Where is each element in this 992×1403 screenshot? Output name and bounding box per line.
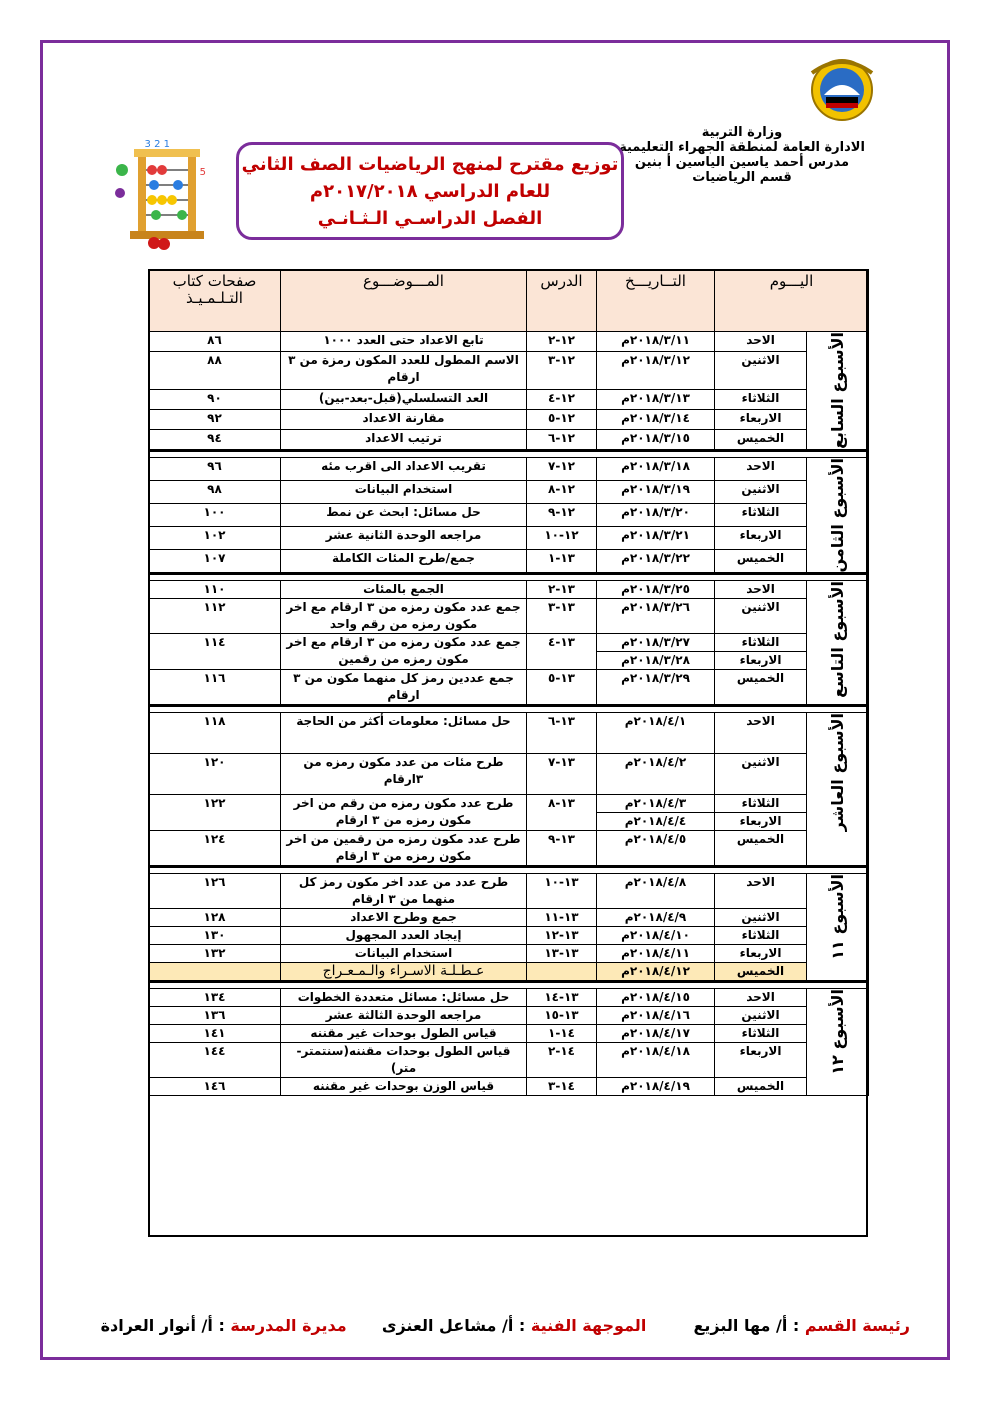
date-cell: ٢٠١٨/٤/٥م [597, 831, 715, 867]
table-row [149, 332, 869, 352]
date-cell: ٢٠١٨/٤/١١م [597, 945, 715, 963]
week-separator [149, 982, 869, 989]
topic-cell: مراجعه الوحدة الثالثة عشر [281, 1007, 527, 1025]
date-cell: ٢٠١٨/٤/١٠م [597, 927, 715, 945]
day-cell: الثلاثاء [715, 927, 807, 945]
header-pages: صفحات كتاب التـلـمـيـذ [149, 270, 281, 332]
lesson-cell: ١٣-١٠ [527, 874, 597, 909]
date-cell: ٢٠١٨/٣/١٢م [597, 351, 715, 390]
day-cell: الاحد [715, 581, 807, 599]
week-separator [149, 706, 869, 713]
day-cell: الاحد [715, 874, 807, 909]
school-name: مدرس أحمد ياسين الياسين أ بنين [634, 155, 850, 170]
day-cell: الاربعاء [715, 527, 807, 550]
header-lesson: الدرس [527, 270, 597, 332]
week-label-text: الأسبوع العاشر [828, 713, 848, 832]
day-cell: الثلاثاء [715, 634, 807, 652]
date-cell: ٢٠١٨/٣/١٩م [597, 480, 715, 503]
day-cell: الخميس [715, 670, 807, 706]
day-cell: الاثنين [715, 754, 807, 795]
table-row [149, 754, 869, 795]
topic-cell: طرح عدد مكون رمزه من رقم من اخر مكون رمزه من ٣ ارقام [281, 795, 527, 831]
date-cell: ٢٠١٨/٣/١٤م [597, 410, 715, 430]
date-cell: ٢٠١٨/٣/١٨م [597, 457, 715, 480]
topic-cell: استخدام البيانات [281, 945, 527, 963]
date-cell: ٢٠١٨/٤/٢م [597, 754, 715, 795]
pages-cell: ٨٨ [149, 351, 281, 390]
topic-cell: العد التسلسلي(قبل-بعد-بين) [281, 390, 527, 410]
school-year: للعام الدراسي ٢٠١٧/٢٠١٨م [309, 181, 551, 202]
table-row [149, 670, 869, 706]
table-row [149, 713, 869, 754]
topic-cell: جمع وطرح الاعداد [281, 909, 527, 927]
principal-role: مديرة المدرسة [230, 1316, 347, 1335]
lesson-cell: ١٣-١٤ [527, 989, 597, 1007]
lesson-cell: ١٣-٣ [527, 599, 597, 634]
topic-cell: قياس الطول بوحدات مقننه(سنتمتر-متر) [281, 1043, 527, 1078]
kuwait-emblem-icon [802, 55, 882, 125]
day-cell: الثلاثاء [715, 390, 807, 410]
pages-cell: ٩٨ [149, 480, 281, 503]
table-row [149, 945, 869, 963]
page-header [0, 0, 992, 260]
date-cell: ٢٠١٨/٤/١٢م [597, 963, 715, 982]
date-cell: ٢٠١٨/٣/٢٩م [597, 670, 715, 706]
pages-cell: ١٤١ [149, 1025, 281, 1043]
table-row [149, 795, 869, 813]
pages-cell: ٨٦ [149, 332, 281, 352]
table-row [149, 351, 869, 390]
date-cell: ٢٠١٨/٤/١٧م [597, 1025, 715, 1043]
pages-cell: ٩٦ [149, 457, 281, 480]
pages-cell: ١٢٦ [149, 874, 281, 909]
topic-cell: قياس الطول بوحدات غير مقننه [281, 1025, 527, 1043]
table-row [149, 1043, 869, 1078]
date-cell: ٢٠١٨/٣/٢٢م [597, 550, 715, 574]
pages-cell: ١٠٢ [149, 527, 281, 550]
header-topic: المـــوضـــوع [281, 270, 527, 332]
table-row [149, 550, 869, 574]
pages-cell: ١١٠ [149, 581, 281, 599]
topic-cell: حل مسائل: مسائل متعددة الخطوات [281, 989, 527, 1007]
lesson-cell: ١٣-٥ [527, 670, 597, 706]
pages-cell: ١٤٤ [149, 1043, 281, 1078]
date-cell: ٢٠١٨/٤/١٨م [597, 1043, 715, 1078]
supervisor-role: الموجهة الفنية [530, 1316, 647, 1335]
lesson-cell: ١٢-٨ [527, 480, 597, 503]
pages-cell: ١٢٢ [149, 795, 281, 831]
date-cell: ٢٠١٨/٤/٣م [597, 795, 715, 813]
topic-cell: استخدام البيانات [281, 480, 527, 503]
day-cell: الاثنين [715, 351, 807, 390]
day-cell: الاربعاء [715, 813, 807, 831]
date-cell: ٢٠١٨/٤/١٩م [597, 1078, 715, 1096]
date-cell: ٢٠١٨/٤/٨م [597, 874, 715, 909]
date-cell: ٢٠١٨/٤/٩م [597, 909, 715, 927]
pages-cell: ١٣٢ [149, 945, 281, 963]
day-cell: الاربعاء [715, 410, 807, 430]
topic-cell: جمع عدد مكون رمزه من ٣ ارقام مع اخر مكون رمزه من رقم واحد [281, 599, 527, 634]
header-day: اليـــوم [715, 270, 869, 332]
pages-cell: ١٠٠ [149, 504, 281, 527]
day-cell: الاحد [715, 332, 807, 352]
table-row [149, 429, 869, 450]
lesson-cell: ١٣-١١ [527, 909, 597, 927]
week-separator [149, 450, 869, 457]
topic-cell: طرح عدد من عدد اخر مكون رمز كل منهما من ٣ ارقام [281, 874, 527, 909]
pages-cell: ٩٠ [149, 390, 281, 410]
date-cell: ٢٠١٨/٣/٢٨م [597, 652, 715, 670]
date-cell: ٢٠١٨/٤/١٦م [597, 1007, 715, 1025]
semester: الفصل الدراسـي الـثـانـي [317, 208, 543, 229]
supervisor-name: : أ/ مشاعل العنزى [381, 1316, 526, 1335]
topic-cell: جمع عدد مكون رمزه من ٣ ارقام مع اخر مكون رمزه من رقمين [281, 634, 527, 670]
table-row [149, 634, 869, 652]
topic-cell: حل مسائل: معلومات أكثر من الحاجة [281, 713, 527, 754]
table-row [149, 1025, 869, 1043]
topic-cell: مقارنة الاعداد [281, 410, 527, 430]
day-cell: الاربعاء [715, 652, 807, 670]
lesson-cell [527, 963, 597, 982]
topic-cell: مراجعه الوحدة الثانية عشر [281, 527, 527, 550]
day-cell: الاحد [715, 713, 807, 754]
header-date: التــاريـــخ [597, 270, 715, 332]
topic-cell: إيجاد العدد المجهول [281, 927, 527, 945]
date-cell: ٢٠١٨/٣/١٥م [597, 429, 715, 450]
lesson-cell: ١٤-١ [527, 1025, 597, 1043]
date-cell: ٢٠١٨/٤/١م [597, 713, 715, 754]
week-separator [149, 574, 869, 581]
abacus-clipart-icon [110, 135, 220, 250]
head-name: : أ/ مها البزيع [693, 1316, 800, 1335]
table-row [149, 927, 869, 945]
pages-cell [149, 963, 281, 982]
day-cell: الاثنين [715, 480, 807, 503]
table-row [149, 457, 869, 480]
lesson-cell: ١٢-٤ [527, 390, 597, 410]
pages-cell: ١٢٤ [149, 831, 281, 867]
lesson-cell: ١٣-١٣ [527, 945, 597, 963]
table-row [149, 1078, 869, 1096]
week-label-text: الأسبوع ١١ [828, 874, 848, 961]
day-cell: الاثنين [715, 1007, 807, 1025]
table-row [149, 989, 869, 1007]
lesson-cell: ١٤-٣ [527, 1078, 597, 1096]
date-cell: ٢٠١٨/٤/١٥م [597, 989, 715, 1007]
ministry-info [612, 125, 872, 185]
table-row [149, 410, 869, 430]
table-row [149, 599, 869, 634]
table-row [149, 390, 869, 410]
day-cell: الخميس [715, 1078, 807, 1096]
date-cell: ٢٠١٨/٣/٢٦م [597, 599, 715, 634]
lesson-cell: ١٤-٢ [527, 1043, 597, 1078]
lesson-cell: ١٣-٤ [527, 634, 597, 670]
table-row [149, 527, 869, 550]
lesson-cell: ١٣-٩ [527, 831, 597, 867]
pages-cell: ١١٢ [149, 599, 281, 634]
topic-cell: ترتيب الاعداد [281, 429, 527, 450]
district-name: الادارة العامة لمنطقة الجهراء التعليمية [619, 140, 865, 155]
svg-text:1 2 3: 1 2 3 [144, 139, 170, 150]
schedule-table [148, 269, 869, 1096]
date-cell: ٢٠١٨/٤/٤م [597, 813, 715, 831]
week-label [807, 989, 869, 1096]
lesson-cell: ١٢-١٠ [527, 527, 597, 550]
pages-cell: ١١٤ [149, 634, 281, 670]
day-cell: الاثنين [715, 599, 807, 634]
principal-name: : أ/ أنوار العرادة [100, 1316, 225, 1335]
lesson-cell: ١٢-٦ [527, 429, 597, 450]
day-cell: الخميس [715, 963, 807, 982]
lesson-cell: ١٣-٦ [527, 713, 597, 754]
page-title: توزيع مقترح لمنهج الرياضيات الصف الثاني [241, 154, 619, 175]
date-cell: ٢٠١٨/٣/٢٠م [597, 504, 715, 527]
day-cell: الخميس [715, 429, 807, 450]
signature-footer [90, 1316, 910, 1342]
pages-cell: ١٠٧ [149, 550, 281, 574]
lesson-cell: ١٣-١ [527, 550, 597, 574]
lesson-cell: ١٣-٢ [527, 581, 597, 599]
day-cell: الخميس [715, 831, 807, 867]
topic-cell: جمع/طرح المئات الكاملة [281, 550, 527, 574]
topic-cell: الاسم المطول للعدد المكون رمزة من ٣ ارقام [281, 351, 527, 390]
week-label [807, 457, 869, 574]
table-row [149, 581, 869, 599]
day-cell: الثلاثاء [715, 504, 807, 527]
day-cell: الثلاثاء [715, 1025, 807, 1043]
week-label [807, 581, 869, 706]
day-cell: الثلاثاء [715, 795, 807, 813]
week-label [807, 713, 869, 867]
lesson-cell: ١٢-٣ [527, 351, 597, 390]
topic-cell: تقريب الاعداد الى اقرب مئه [281, 457, 527, 480]
table-row [149, 504, 869, 527]
head-role: رئيسة القسم [804, 1316, 910, 1335]
holiday-row [149, 963, 869, 982]
svg-text:5: 5 [199, 167, 206, 178]
lesson-cell: ١٢-٥ [527, 410, 597, 430]
topic-cell: تابع الاعداد حتى العدد ١٠٠٠ [281, 332, 527, 352]
lesson-cell: ١٢-٩ [527, 504, 597, 527]
topic-cell: قياس الوزن بوحدات غير مقننه [281, 1078, 527, 1096]
pages-cell: ١٢٠ [149, 754, 281, 795]
topic-cell: عـطـلـة الاسـراء والـمـعـراج [281, 963, 527, 982]
topic-cell: جمع عددين رمز كل منهما مكون من ٣ ارقام [281, 670, 527, 706]
pages-cell: ٩٤ [149, 429, 281, 450]
week-label [807, 874, 869, 982]
week-label-text: الأسبوع الثامن [828, 457, 848, 573]
lesson-cell: ١٢-٧ [527, 457, 597, 480]
date-cell: ٢٠١٨/٣/٢٧م [597, 634, 715, 652]
pages-cell: ١١٦ [149, 670, 281, 706]
date-cell: ٢٠١٨/٣/١٣م [597, 390, 715, 410]
table-row [149, 874, 869, 909]
day-cell: الاربعاء [715, 945, 807, 963]
date-cell: ٢٠١٨/٣/٢١م [597, 527, 715, 550]
date-cell: ٢٠١٨/٣/٢٥م [597, 581, 715, 599]
table-row [149, 480, 869, 503]
table-row [149, 831, 869, 867]
week-label [807, 332, 869, 451]
lesson-cell: ١٢-٢ [527, 332, 597, 352]
pages-cell: ١٢٨ [149, 909, 281, 927]
pages-cell: ١٤٦ [149, 1078, 281, 1096]
pages-cell: ١٣٤ [149, 989, 281, 1007]
week-label-text: الأسبوع ١٢ [828, 989, 848, 1076]
pages-cell: ١٣٦ [149, 1007, 281, 1025]
table-header-row [149, 270, 869, 332]
lesson-cell: ١٣-١٢ [527, 927, 597, 945]
pages-cell: ١١٨ [149, 713, 281, 754]
topic-cell: الجمع بالمئات [281, 581, 527, 599]
week-label-text: الأسبوع التاسع [828, 581, 848, 699]
lesson-cell: ١٣-١٥ [527, 1007, 597, 1025]
ministry-name: وزارة التربية [701, 125, 783, 140]
table-row [149, 1007, 869, 1025]
week-separator [149, 867, 869, 874]
day-cell: الاثنين [715, 909, 807, 927]
lesson-cell: ١٣-٨ [527, 795, 597, 831]
lesson-cell: ١٣-٧ [527, 754, 597, 795]
table-row [149, 909, 869, 927]
day-cell: الاحد [715, 989, 807, 1007]
week-label-text: الأسبوع السابع [828, 332, 848, 449]
day-cell: الاربعاء [715, 1043, 807, 1078]
date-cell: ٢٠١٨/٣/١١م [597, 332, 715, 352]
topic-cell: طرح مئات من عدد مكون رمزه من ٣ارقام [281, 754, 527, 795]
topic-cell: حل مسائل: ابحث عن نمط [281, 504, 527, 527]
department-name: قسم الرياضيات [692, 170, 792, 185]
pages-cell: ١٣٠ [149, 927, 281, 945]
day-cell: الاحد [715, 457, 807, 480]
day-cell: الخميس [715, 550, 807, 574]
title-box [236, 142, 624, 240]
topic-cell: طرح عدد مكون رمزه من رقمين من اخر مكون رمزه من ٣ ارقام [281, 831, 527, 867]
schedule-body [149, 332, 869, 1096]
pages-cell: ٩٢ [149, 410, 281, 430]
